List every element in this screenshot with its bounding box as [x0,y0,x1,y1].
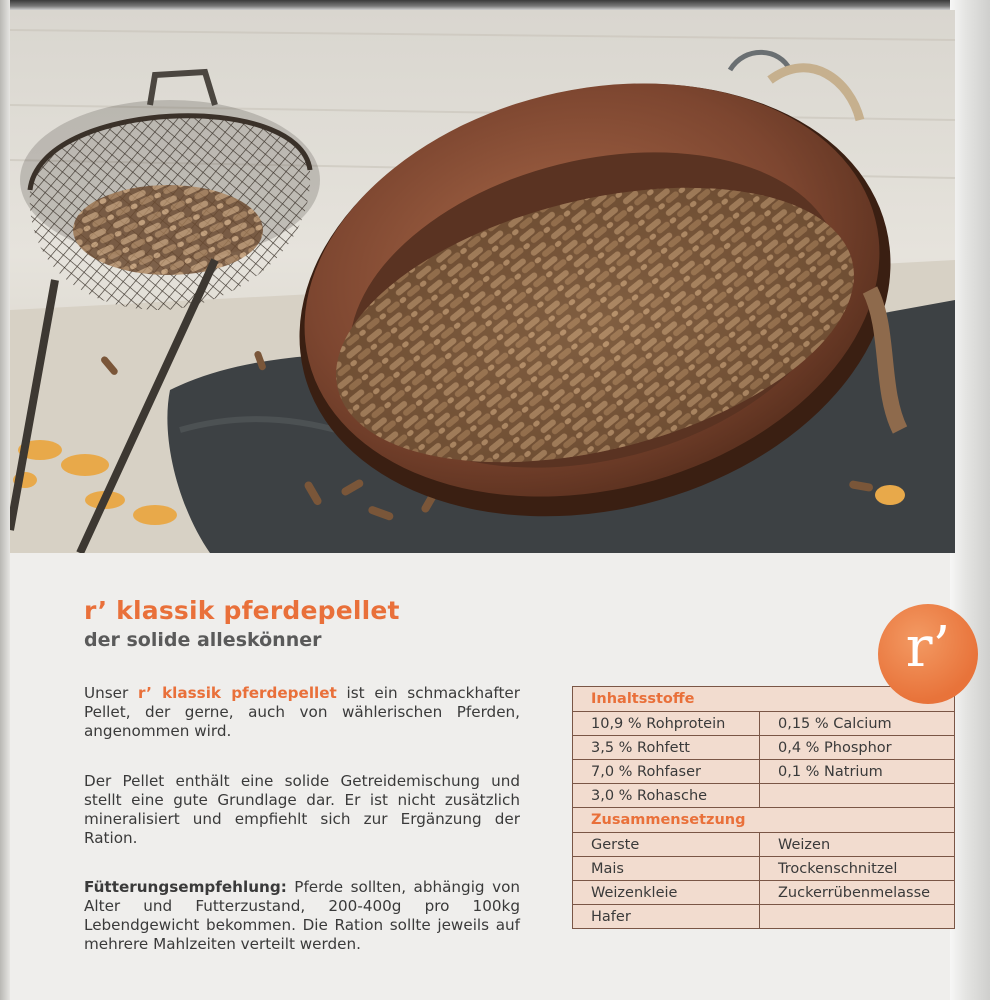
feeding-text: Pferde sollten, abhängig von Alter und Futterzustand, 200-400g pro 100kg Lebendgewicht bekommen. Die Ration sollte jeweils auf mehrere Mahlzeiten verteilt werden. [84,878,520,953]
table-row [573,905,955,929]
nutrition-table [572,686,955,929]
page-top-edge [0,0,990,10]
product-photo [10,10,955,553]
table-cell: 3,5 % Rohfett [573,736,760,760]
product-title: r’ klassik pferdepellet [84,596,400,625]
intro-text-start: Unser [84,684,138,702]
table-cell: 10,9 % Rohprotein [573,712,760,736]
table-cell: Mais [573,857,760,881]
table-section-header [573,808,955,833]
table-cell [760,905,955,929]
table-cell: 3,0 % Rohasche [573,784,760,808]
table-row [573,833,955,857]
table-row [573,736,955,760]
table-cell: Hafer [573,905,760,929]
composition-header: Zusammensetzung [573,808,955,833]
brand-name-highlight: r’ klassik pferdepellet [137,684,337,702]
intro-text-end: ist ein schmackhafter Pellet, der gerne, auch von wählerischen Pferden, angenommen wird. [84,684,520,740]
table-cell: 0,4 % Phosphor [760,736,955,760]
table-cell: Weizenkleie [573,881,760,905]
table-cell: Zuckerrübenmelasse [760,881,955,905]
pellets-photo-illustration [10,10,955,553]
feeding-paragraph [84,878,520,954]
table-cell: 7,0 % Rohfaser [573,760,760,784]
intro-paragraph [84,684,520,741]
page-left-edge [0,0,10,1000]
product-subtitle: der solide alleskönner [84,629,322,651]
feeding-label: Fütterungsempfehlung: [84,878,287,896]
table-row [573,712,955,736]
page-right-edge [950,0,990,1000]
description-paragraph: Der Pellet enthält eine solide Getreidemischung und stellt eine gute Grundlage dar. Er ist nicht zusätzlich mineralisiert und empfiehlt sich zur Ergänzung der Ration. [84,772,520,847]
table-row [573,881,955,905]
table-cell: Gerste [573,833,760,857]
logo-letter: r’ [905,615,951,680]
ingredients-header: Inhaltsstoffe [573,687,955,712]
table-cell [760,784,955,808]
table-row [573,760,955,784]
table-cell: 0,1 % Natrium [760,760,955,784]
table-cell: Weizen [760,833,955,857]
brand-logo-badge [878,604,978,704]
table-row [573,857,955,881]
table-cell: 0,15 % Calcium [760,712,955,736]
table-cell: Trockenschnitzel [760,857,955,881]
table-row [573,784,955,808]
